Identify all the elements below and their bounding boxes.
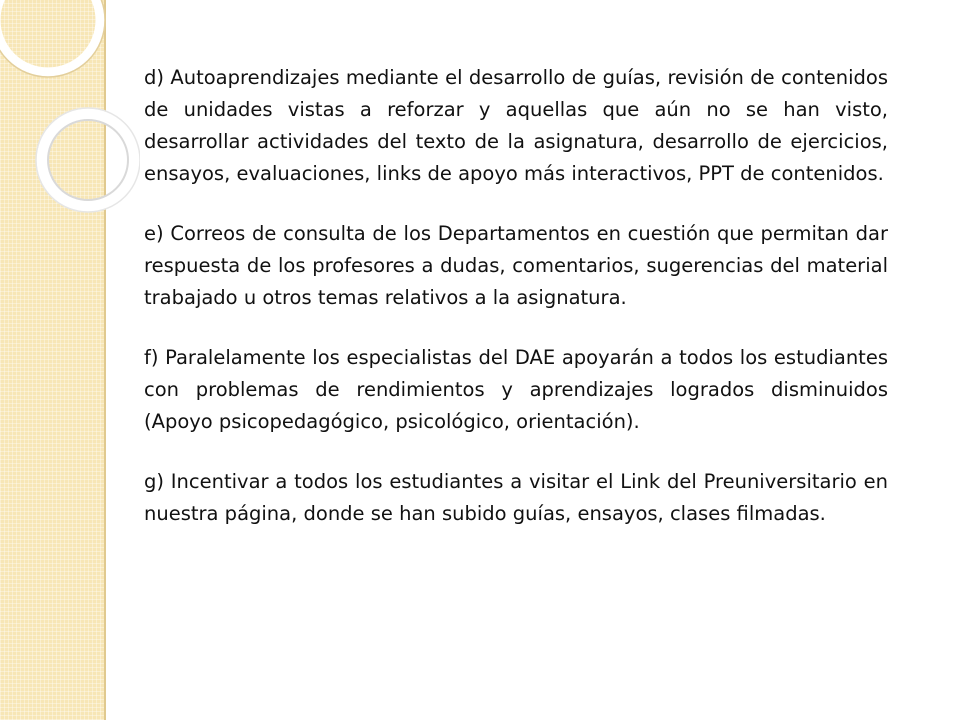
decorative-ring-middle-inner (48, 120, 128, 200)
decorative-ring-middle-outer (36, 108, 140, 212)
paragraph-g: g) Incentivar a todos los estudiantes a visitar el Link del Preuniversitario en nuestra página, donde se han subido guías, ensayos, clases filmadas. (144, 470, 888, 525)
paragraph-d: d) Autoaprendizajes mediante el desarrollo de guías, revisión de contenidos de unidades vistas a reforzar y aquellas que aún no se han visto, desarrollar actividades del texto de la asignatura, desarrollo de ejercicios, ensayos, evaluaciones, links de apoyo más interactivos, PPT de contenidos. (144, 66, 888, 185)
decorative-ring-middle (42, 114, 134, 206)
decorative-ring-top (0, 0, 100, 72)
body-text (144, 62, 888, 558)
paragraph-f: f) Paralelamente los especialistas del DAE apoyarán a todos los estudiantes con problemas de rendimientos y aprendizajes logrados disminuidos (Apoyo psicopedagógico, psicológico, orientación). (144, 346, 888, 433)
paragraph-e: e) Correos de consulta de los Departamentos en cuestión que permitan dar respuesta de los profesores a dudas, comentarios, sugerencias del material trabajado u otros temas relativos a la asignatura. (144, 222, 888, 309)
decorative-rings (0, 0, 140, 260)
